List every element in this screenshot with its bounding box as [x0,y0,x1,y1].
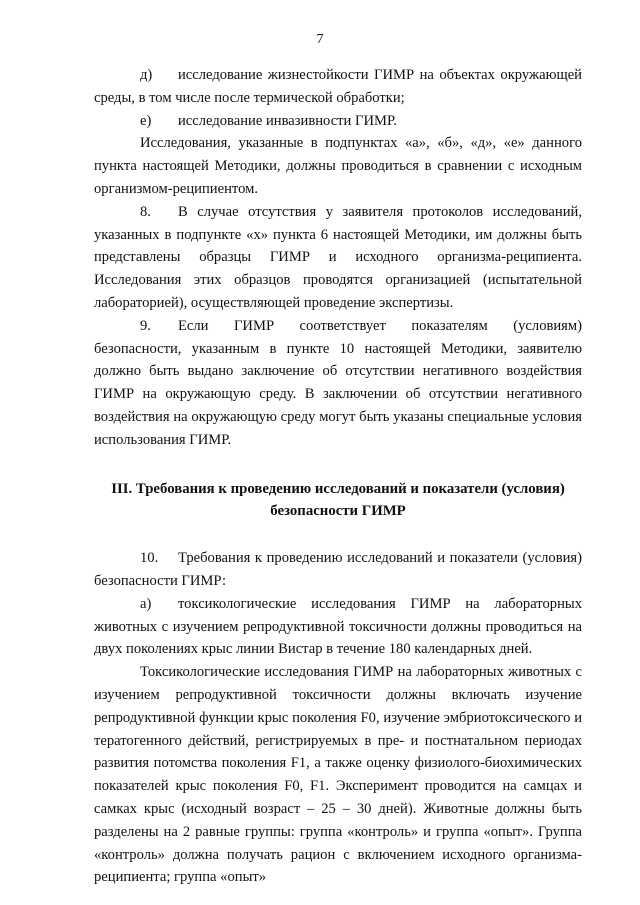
subitem-e [94,110,582,133]
toxicology-paragraph: Токсикологические исследования ГИМР на лабораторных животных с изучением репродуктивной токсичности должны включать изучение репродуктивной функции крыс поколения F0, изучение эмбриотоксического и тератогенного действий, регистрируемых в пре- и постнатальном периодах развития потомства поколения F1, а также оценку физиолого-биохимических показателей крыс поколения F0, F1. Эксперимент проводится на самцах и самках крыс (исходный возраст – 25 – 30 дней). Животные должны быть разделены на 2 равные группы: группа «контроль» и группа «опыт». Группа «контроль» должна получать рацион с включением исходного организма-реципиента; группа «опыт» [94,664,582,886]
clause-10-text: Требования к проведению исследований и показатели (условия) безопасности ГИМР: [94,550,582,589]
clause-10-a-text: токсикологические исследования ГИМР на лабораторных животных с изучением репродуктивной токсичности должны проводиться на двух поколениях крыс линии Вистар в течение 180 календарных дней. [94,595,582,658]
document-body [94,64,582,889]
clause-9-text: Если ГИМР соответствует показателям (условиям) безопасности, указанным в пункте 10 настоящей Методики, заявителю должно быть выдано заключение об отсутствии негативного воздействия ГИМР на окружающую среду. В заключении об отсутствии негативного воздействия на окружающую среду могут быть указаны специальные условия использования ГИМР. [94,317,582,448]
subitem-d-text: исследование жизнестойкости ГИМР на объектах окружающей среды, в том числе после термической обработки; [94,67,582,106]
subitem-e-marker: е) [140,112,152,129]
page-number: 7 [316,32,324,47]
clause-10-marker: 10. [140,550,159,567]
subitem-d-marker: д) [140,67,153,83]
subitem-e-text: исследование инвазивности ГИМР. [178,112,397,129]
clause-10 [94,547,582,593]
clause-10-a-marker: а) [140,595,152,612]
comparison-note: Исследования, указанные в подпунктах «а», «б», «д», «е» данного пункта настоящей Методики, должны проводиться в сравнении с исходным организмом-реципиентом. [94,135,582,197]
clause-9 [94,315,582,452]
section-heading: III. Требования к проведению исследований и показатели (условия) безопасности ГИМР [111,480,565,520]
clause-8-marker: 8. [140,203,151,220]
clause-10-a [94,593,582,661]
clause-8-text: В случае отсутствия у заявителя протоколов исследований, указанных в подпункте «х» пункта 6 настоящей Методики, им должны быть представлены образцы ГИМР и исходного организма-реципиента. Исследования этих образцов проводятся организацией (испытательной лабораторией), осуществляющей проведение экспертизы. [94,203,582,311]
subitem-d [94,64,582,110]
clause-8 [94,201,582,315]
clause-9-marker: 9. [140,317,151,334]
